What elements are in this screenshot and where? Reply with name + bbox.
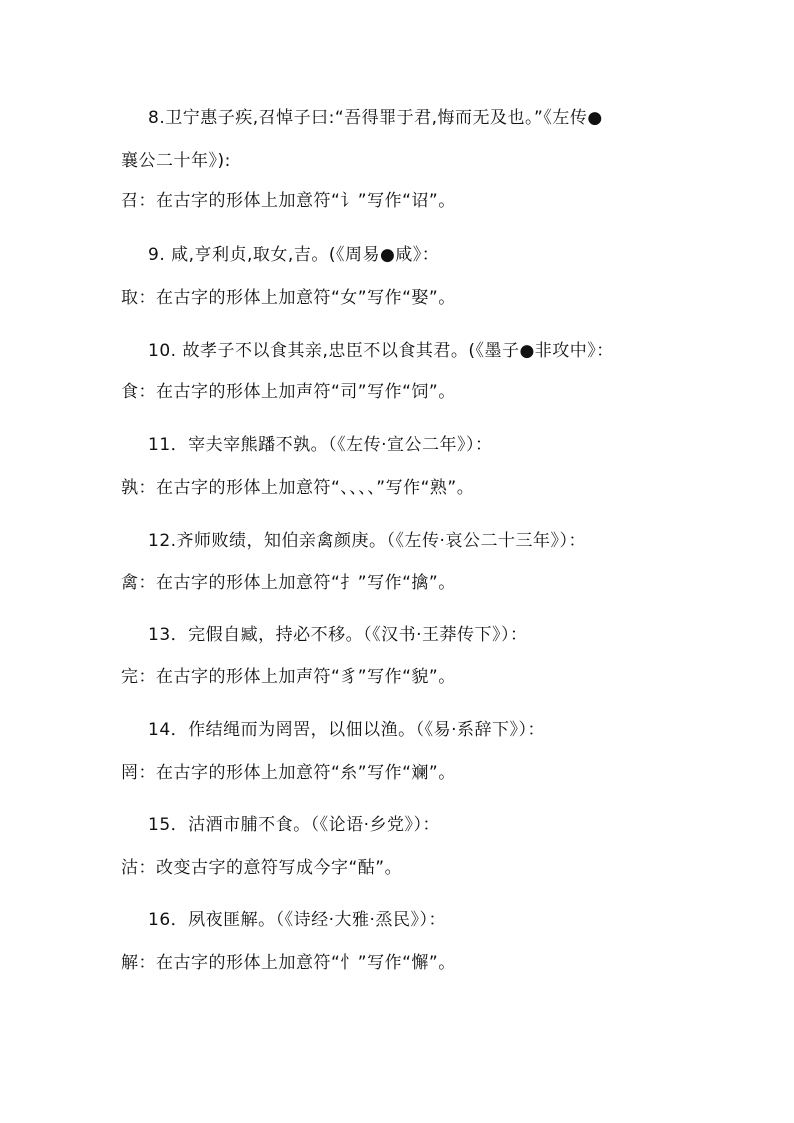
question-14: 14．作结绳而为罔罟，以佃以渔。（《易·系辞下》）： (148, 720, 546, 740)
question-8-line-1: 8.卫宁惠子疾,召悼子曰:“吾得罪于君,悔而无及也。”《左传● (148, 108, 603, 128)
answer-16: 解：在古字的形体上加意符“忄”写作“懈”。 (121, 953, 456, 973)
question-15: 15．沽酒市脯不食。（《论语·乡党》）： (148, 815, 441, 835)
answer-9: 取：在古字的形体上加意符“女”写作“娶”。 (121, 288, 456, 308)
answer-13: 完：在古字的形体上加声符“豸”写作“貌”。 (121, 667, 456, 687)
question-13: 13．完假自臧，持必不移。（《汉书·王莽传下》）： (148, 625, 528, 645)
question-16: 16．夙夜匪解。（《诗经·大雅·烝民》）： (148, 910, 446, 930)
answer-15: 沽：改变古字的意符写成今字“酤”。 (121, 858, 403, 878)
answer-8: 召：在古字的形体上加意符“讠”写作“诏”。 (121, 191, 456, 211)
question-10: 10. 故孝子不以食其亲,忠臣不以食其君。(《墨子●非攻中》： (148, 341, 614, 361)
question-12: 12.齐师败绩，知伯亲禽颜庚。（《左传·哀公二十三年》）： (148, 531, 586, 551)
answer-12: 禽：在古字的形体上加意符“扌”写作“擒”。 (121, 573, 456, 593)
question-9: 9. 咸,亨利贞,取女,吉。(《周易●咸》： (148, 245, 440, 265)
question-11: 11．宰夫宰熊蹯不孰。（《左传·宣公二年》）： (148, 435, 493, 455)
question-8-line-2: 襄公二十年》): (121, 151, 231, 171)
answer-11: 孰：在古字的形体上加意符“、、、、”写作“熟”。 (121, 478, 475, 498)
answer-10: 食：在古字的形体上加声符“司”写作“饲”。 (121, 382, 456, 402)
answer-14: 罔：在古字的形体上加意符“糸”写作“斓”。 (121, 763, 456, 783)
